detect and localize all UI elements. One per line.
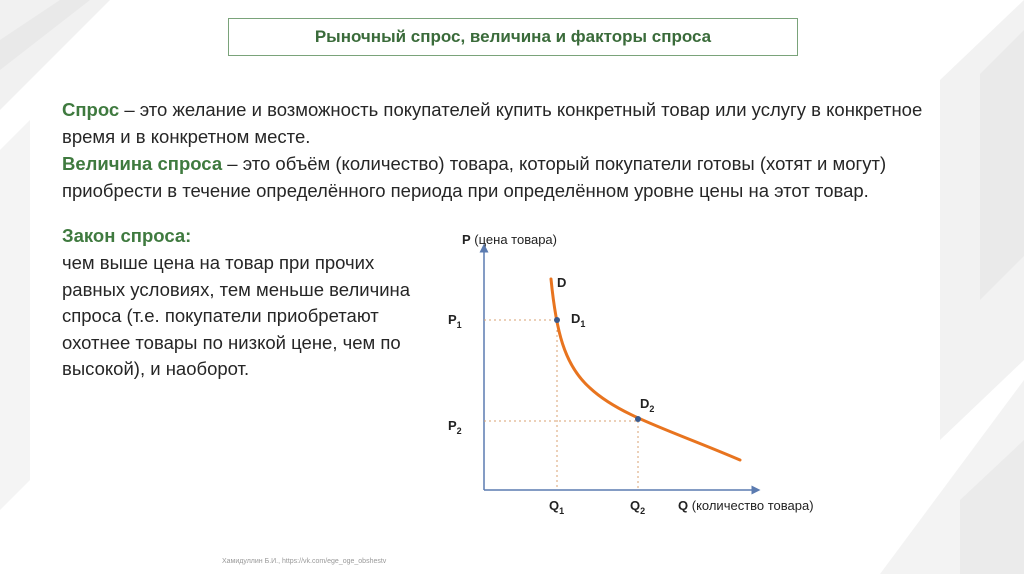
- law-title: Закон спроса:: [62, 225, 192, 246]
- quantity-term: Величина спроса: [62, 153, 223, 174]
- demand-curve: [551, 279, 740, 460]
- quantity-text: – это объём (количество) товара, который покупатели готовы (хотят и могут) приобрести в течение определённого периода при определённом уровне цены на этот товар.: [62, 153, 887, 201]
- point-d2: [635, 416, 641, 422]
- point-d2-label: $D_2$: [640, 396, 655, 414]
- demand-term: Спрос: [62, 99, 120, 120]
- quantity-definition: [62, 150, 962, 204]
- tick-q1: $Q_1$: [549, 498, 565, 516]
- x-axis-note: (количество товара): [688, 498, 814, 513]
- tick-p1: $P_1$: [448, 312, 462, 330]
- point-d1: [554, 317, 560, 323]
- y-axis-note: (цена товара): [470, 232, 557, 247]
- x-axis-main: Q: [678, 498, 689, 513]
- law-text: чем выше цена на товар при прочих равных условиях, тем меньше величина спроса (т.е. покупатели приобретают охотнее товары по низкой цене, чем по высокой), и наоборот.: [62, 252, 411, 379]
- curve-label: D: [557, 275, 567, 290]
- title-box: [228, 18, 798, 56]
- tick-q2: $Q_2$: [630, 498, 646, 516]
- y-axis-label: [462, 232, 557, 247]
- x-axis-label: [678, 498, 814, 513]
- demand-definition: [62, 96, 962, 150]
- footer-credit: Хамидуллин Б.И., https://vk.com/ege_oge_obshestv: [222, 558, 387, 565]
- y-axis-main: P: [462, 232, 471, 247]
- demand-text: – это желание и возможность покупателей купить конкретный товар или услугу в конкретное время и в конкретном месте.: [62, 99, 923, 147]
- demand-chart: [420, 220, 850, 520]
- point-d1-label: $D_1$: [571, 311, 586, 329]
- page-title: Рыночный спрос, величина и факторы спроса: [314, 27, 712, 46]
- tick-p2: $P_2$: [448, 418, 462, 436]
